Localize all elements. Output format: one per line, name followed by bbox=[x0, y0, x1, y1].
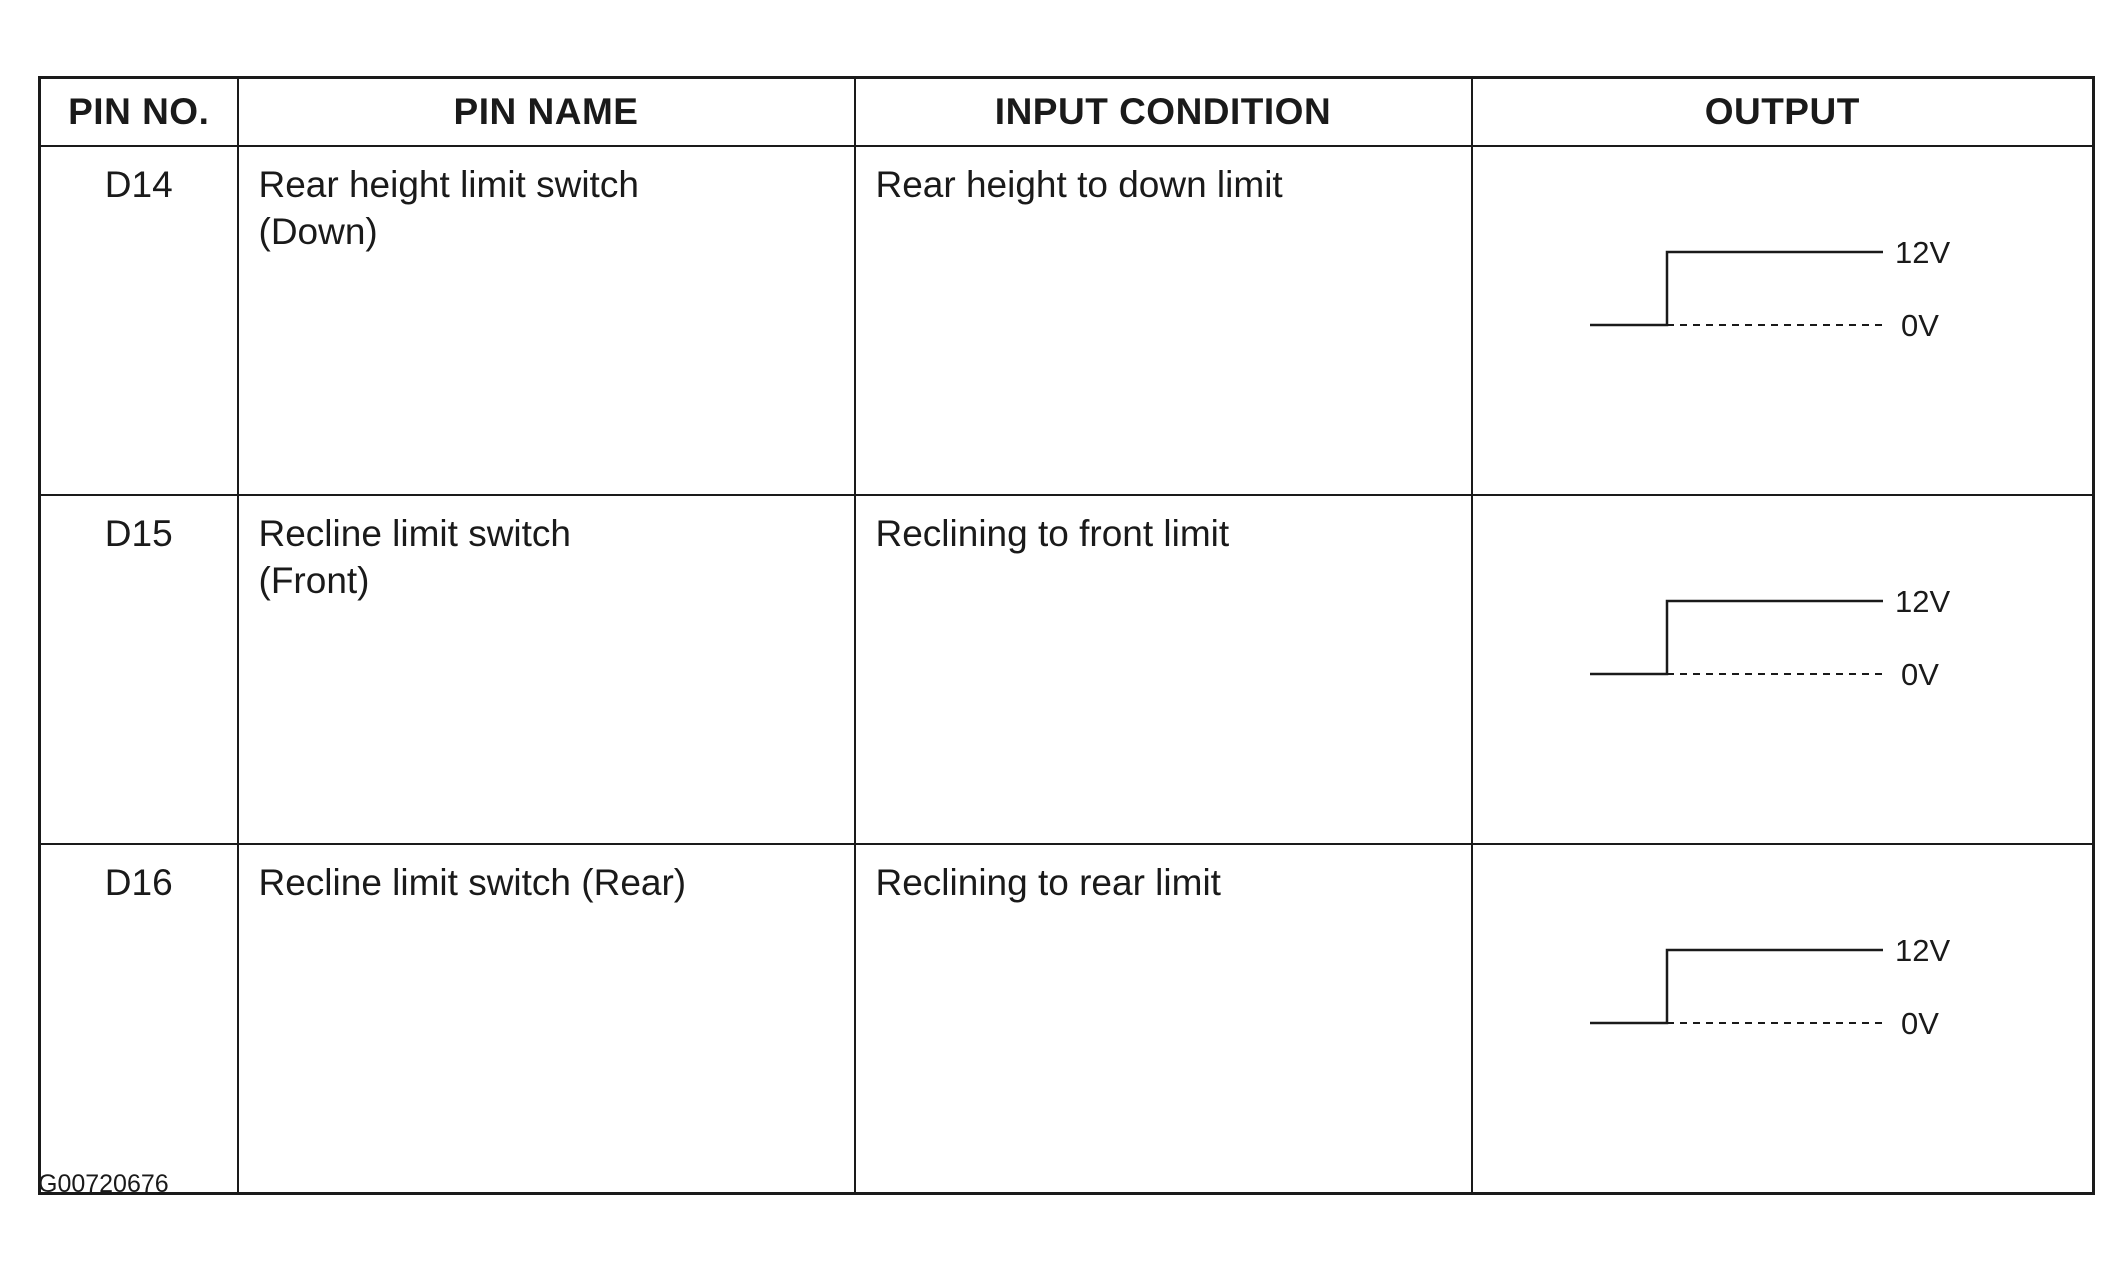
waveform-signal-line bbox=[1590, 252, 1883, 325]
header-input-condition: INPUT CONDITION bbox=[855, 78, 1472, 147]
output-cell bbox=[1472, 844, 2094, 1194]
pin-name-cell: Recline limit switch (Front) bbox=[258, 513, 572, 601]
table-row bbox=[40, 495, 2094, 844]
pin-number-cell: D16 bbox=[40, 844, 238, 1194]
waveform-high-label: 12V bbox=[1894, 235, 1950, 270]
header-pin-name: PIN NAME bbox=[238, 78, 855, 147]
pin-number-cell: D14 bbox=[40, 146, 238, 495]
header-output: OUTPUT bbox=[1472, 78, 2094, 147]
waveform-high-label: 12V bbox=[1894, 933, 1950, 968]
waveform-signal-line bbox=[1590, 950, 1883, 1023]
step-waveform bbox=[1473, 147, 2092, 480]
waveform-low-label: 0V bbox=[1900, 657, 1939, 692]
step-waveform bbox=[1473, 845, 2092, 1178]
header-pin-no: PIN NO. bbox=[40, 78, 238, 147]
waveform-low-label: 0V bbox=[1900, 1006, 1939, 1041]
output-cell bbox=[1472, 495, 2094, 844]
input-condition-cell: Rear height to down limit bbox=[855, 146, 1472, 495]
pin-name-cell: Rear height limit switch (Down) bbox=[258, 164, 639, 252]
table-header-row bbox=[40, 78, 2094, 147]
table-row bbox=[40, 146, 2094, 495]
pin-number-cell: D15 bbox=[40, 495, 238, 844]
waveform-signal-line bbox=[1590, 601, 1883, 674]
pin-name-cell: Recline limit switch (Rear) bbox=[258, 862, 687, 903]
step-waveform bbox=[1473, 496, 2092, 829]
waveform-high-label: 12V bbox=[1894, 584, 1950, 619]
waveform-low-label: 0V bbox=[1900, 308, 1939, 343]
input-condition-cell: Reclining to front limit bbox=[855, 495, 1472, 844]
table-row bbox=[40, 844, 2094, 1194]
figure-id: G00720676 bbox=[38, 1170, 169, 1198]
pin-output-table bbox=[38, 76, 2095, 1195]
input-condition-cell: Reclining to rear limit bbox=[855, 844, 1472, 1194]
output-cell bbox=[1472, 146, 2094, 495]
